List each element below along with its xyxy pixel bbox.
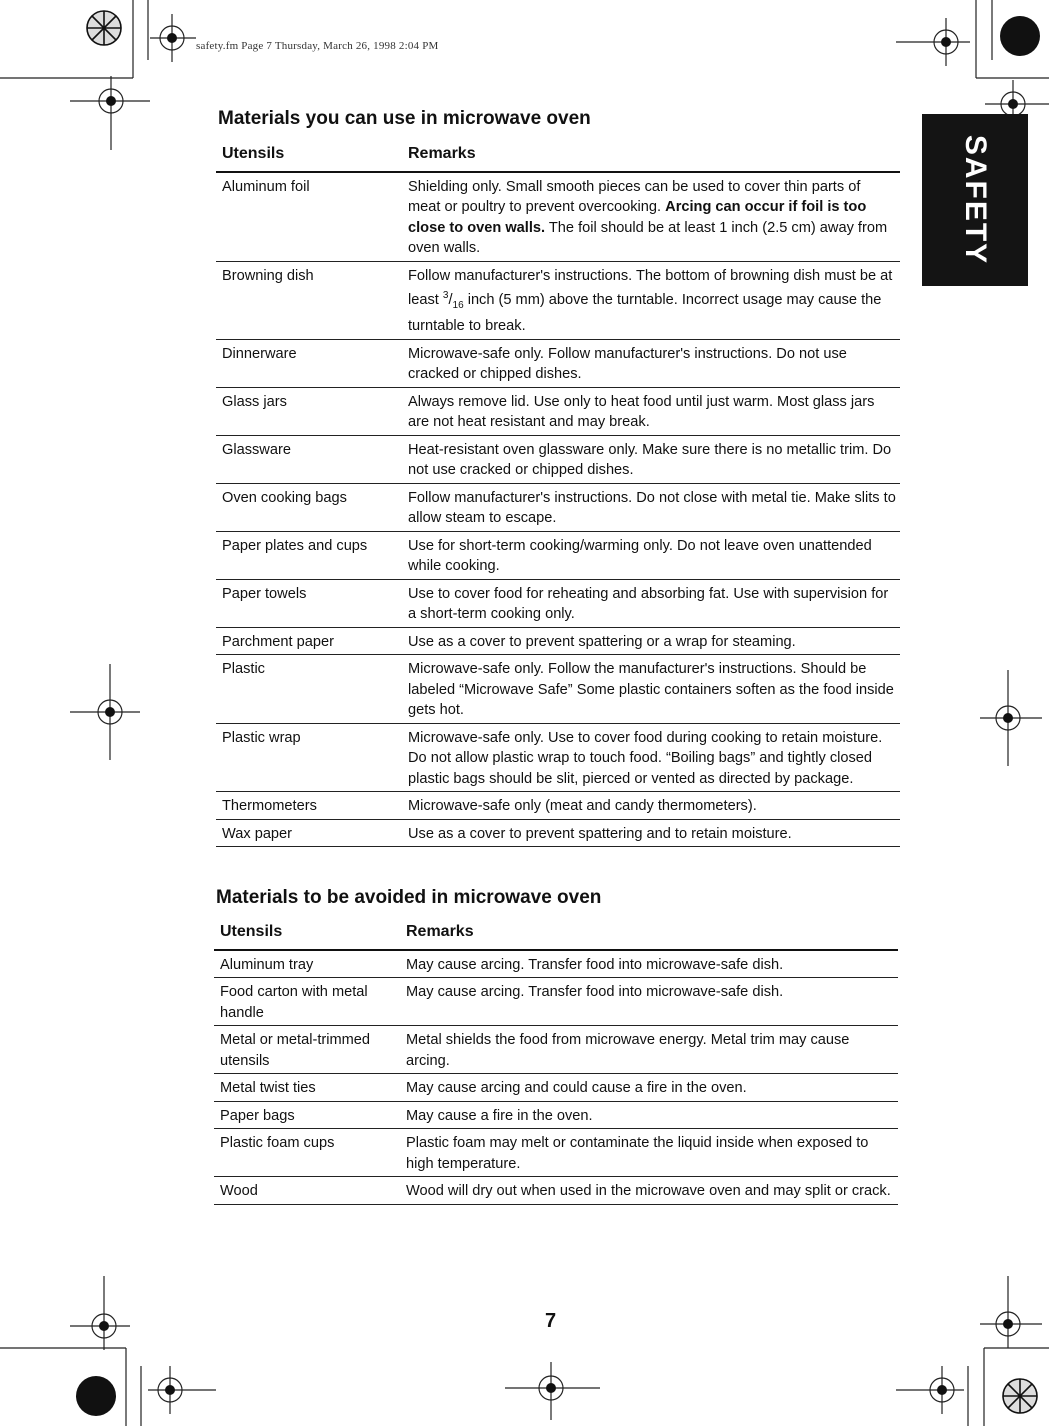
- section-title-can-use: Materials you can use in microwave oven: [218, 108, 591, 129]
- remark-cell: May cause arcing. Transfer food into microwave-safe dish.: [400, 978, 898, 1026]
- remark-cell: Use to cover food for reheating and absorbing fat. Use with supervision for a short-term cooking only.: [402, 579, 900, 627]
- remark-cell: May cause arcing and could cause a fire in the oven.: [400, 1074, 898, 1102]
- utensil-cell: Aluminum tray: [214, 950, 400, 978]
- utensil-cell: Glass jars: [216, 387, 402, 435]
- remark-cell: Wood will dry out when used in the microwave oven and may split or crack.: [400, 1177, 898, 1205]
- remark-cell: Follow manufacturer's instructions. The bottom of browning dish must be at least $^3/_{16}$ inch (5 mm) above the turntable. Incorrect usage may cause the turntable to break.: [402, 261, 900, 339]
- utensil-cell: Oven cooking bags: [216, 483, 402, 531]
- side-tab-label: SAFETY: [959, 134, 992, 266]
- table-row: [216, 792, 900, 820]
- utensil-cell: Plastic foam cups: [214, 1129, 400, 1177]
- table-row: [216, 819, 900, 847]
- remarks-header: Remarks: [402, 144, 900, 172]
- table-row: [214, 978, 898, 1026]
- remark-cell: May cause a fire in the oven.: [400, 1101, 898, 1129]
- utensil-cell: Glassware: [216, 435, 402, 483]
- remark-cell: Shielding only. Small smooth pieces can be used to cover thin parts of meat or poultry to prevent overcooking. Arcing can occur if foil is too close to oven walls. The foil should be at least 1 inch (2.5 cm) away from oven walls.: [402, 172, 900, 262]
- table-row: [216, 579, 900, 627]
- table-row: [216, 261, 900, 339]
- utensil-cell: Plastic wrap: [216, 723, 402, 792]
- remark-cell: Heat-resistant oven glassware only. Make sure there is no metallic trim. Do not use cracked or chipped dishes.: [402, 435, 900, 483]
- utensil-cell: Paper bags: [214, 1101, 400, 1129]
- table-row: [214, 1074, 898, 1102]
- utensil-cell: Parchment paper: [216, 627, 402, 655]
- remarks-header: Remarks: [400, 922, 898, 950]
- table-row: [216, 435, 900, 483]
- utensil-cell: Metal twist ties: [214, 1074, 400, 1102]
- safety-side-tab: [922, 114, 1028, 286]
- table-row: [216, 627, 900, 655]
- page-number: 7: [545, 1310, 557, 1332]
- remark-cell: Microwave-safe only. Use to cover food during cooking to retain moisture. Do not allow plastic wrap to touch food. “Boiling bags” and tightly closed plastic bags should be slit, pierced or vented as directed by package.: [402, 723, 900, 792]
- utensil-cell: Browning dish: [216, 261, 402, 339]
- table-row: [214, 1101, 898, 1129]
- utensil-cell: Wood: [214, 1177, 400, 1205]
- remark-cell: May cause arcing. Transfer food into microwave-safe dish.: [400, 950, 898, 978]
- utensil-cell: Food carton with metal handle: [214, 978, 400, 1026]
- table-row: [216, 339, 900, 387]
- utensil-cell: Paper plates and cups: [216, 531, 402, 579]
- remark-cell: Microwave-safe only. Follow the manufacturer's instructions. Should be labeled “Microwave Safe” Some plastic containers soften as the food inside gets hot.: [402, 655, 900, 724]
- table-row: [216, 172, 900, 262]
- print-header: safety.fm Page 7 Thursday, March 26, 1998 2:04 PM: [196, 40, 439, 52]
- table-row: [214, 1026, 898, 1074]
- table-row: [214, 1129, 898, 1177]
- remark-cell: Always remove lid. Use only to heat food until just warm. Most glass jars are not heat resistant and may break.: [402, 387, 900, 435]
- remark-cell: Microwave-safe only (meat and candy thermometers).: [402, 792, 900, 820]
- utensils-header: Utensils: [216, 144, 402, 172]
- utensil-cell: Aluminum foil: [216, 172, 402, 262]
- remark-cell: Use as a cover to prevent spattering and to retain moisture.: [402, 819, 900, 847]
- remark-cell: Microwave-safe only. Follow manufacturer's instructions. Do not use cracked or chipped dishes.: [402, 339, 900, 387]
- remark-cell: Use as a cover to prevent spattering or a wrap for steaming.: [402, 627, 900, 655]
- remark-cell: Follow manufacturer's instructions. Do not close with metal tie. Make slits to allow steam to escape.: [402, 483, 900, 531]
- table-row: [216, 655, 900, 724]
- utensil-cell: Dinnerware: [216, 339, 402, 387]
- table-row: [214, 1177, 898, 1205]
- utensils-header: Utensils: [214, 922, 400, 950]
- can-use-table: [216, 144, 900, 847]
- remark-cell: Plastic foam may melt or contaminate the liquid inside when exposed to high temperature.: [400, 1129, 898, 1177]
- table-row: [216, 531, 900, 579]
- avoid-table: [214, 922, 898, 1205]
- utensil-cell: Wax paper: [216, 819, 402, 847]
- table-row: [216, 723, 900, 792]
- remark-cell: Use for short-term cooking/warming only. Do not leave oven unattended while cooking.: [402, 531, 900, 579]
- remark-cell: Metal shields the food from microwave energy. Metal trim may cause arcing.: [400, 1026, 898, 1074]
- utensil-cell: Plastic: [216, 655, 402, 724]
- table-header-row: [214, 922, 898, 950]
- table-row: [216, 387, 900, 435]
- table-row: [216, 483, 900, 531]
- utensil-cell: Paper towels: [216, 579, 402, 627]
- utensil-cell: Thermometers: [216, 792, 402, 820]
- utensil-cell: Metal or metal-trimmed utensils: [214, 1026, 400, 1074]
- table-row: [214, 950, 898, 978]
- section-title-avoid: Materials to be avoided in microwave oven: [216, 887, 602, 908]
- table-header-row: [216, 144, 900, 172]
